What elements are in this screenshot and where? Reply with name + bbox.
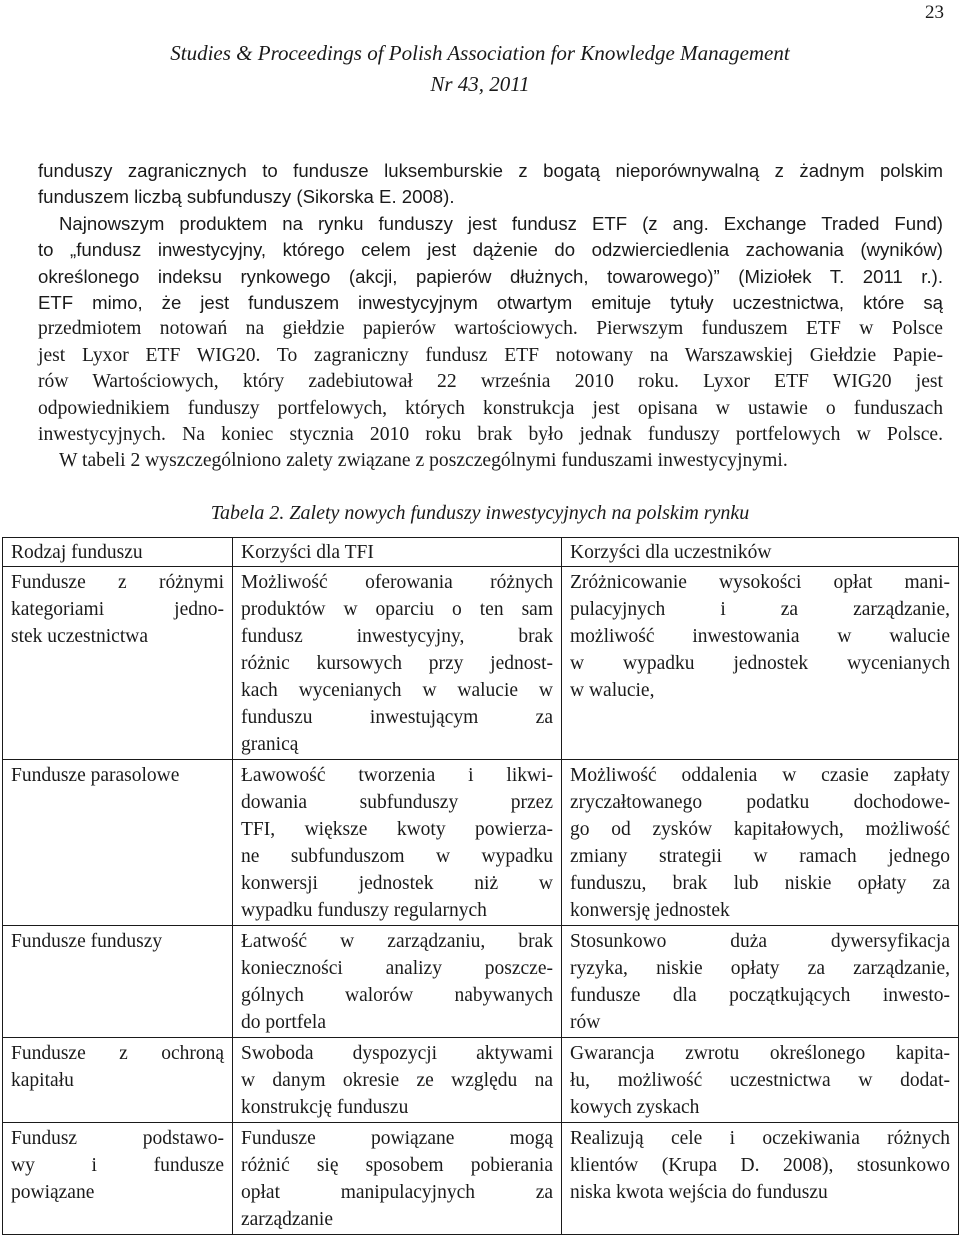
cell-line: kapitału (11, 1070, 74, 1091)
cell-line: TFI, większe kwoty powierza- (241, 819, 553, 840)
cell-line: Fundusze powiązane mogą (241, 1128, 553, 1149)
cell-line: Fundusze funduszy (11, 931, 163, 952)
cell-line: łu, możliwość uczestnictwa w dodat- (570, 1070, 950, 1091)
header-tfi-benefits: Korzyści dla TFI (233, 538, 562, 567)
table-row (3, 760, 959, 926)
cell-fund-type (3, 926, 233, 1038)
cell-line: pulacyjnych i za zarządzanie, (570, 599, 950, 620)
body-text (38, 158, 943, 475)
cell-line: Możliwość oddalenia w czasie zapłaty (570, 765, 950, 786)
cell-participant-benefits (562, 1123, 959, 1235)
cell-line: wy i fundusze (11, 1155, 224, 1176)
cell-line: kowych zyskach (570, 1097, 700, 1118)
cell-line: w danym okresie ze względu na (241, 1070, 553, 1091)
cell-tfi-benefits (233, 1123, 562, 1235)
page-number: 23 (925, 2, 944, 23)
cell-line: ryzyka, niskie opłaty za zarządzanie, (570, 958, 950, 979)
table-caption: Tabela 2. Zalety nowych funduszy inwestycyjnych na polskim rynku (210, 502, 750, 524)
body-line: W tabeli 2 wyszczególniono zalety związane z poszczególnymi funduszami inwestycyjnymi. (59, 450, 788, 472)
cell-line: do portfela (241, 1012, 327, 1033)
cell-line: konwersję jednostek (570, 900, 730, 921)
cell-participant-benefits (562, 1038, 959, 1123)
journal-header (0, 38, 960, 100)
cell-participant-benefits (562, 760, 959, 926)
cell-fund-type (3, 1123, 233, 1235)
cell-line: możliwość inwestowania w walucie (570, 626, 950, 647)
table-row (3, 567, 959, 760)
cell-line: Możliwość oferowania różnych (241, 572, 553, 593)
cell-line: fundusze dla początkujących inwesto- (570, 985, 950, 1006)
cell-line: zarządzanie (241, 1209, 333, 1230)
cell-line: Realizują cele i oczekiwania różnych (570, 1128, 950, 1149)
cell-line: w wypadku jednostek wycenianych (570, 653, 950, 674)
body-line: jest Lyxor ETF WIG20. To zagraniczny fundusz ETF notowany na Warszawskiej Giełdzie Papie- (38, 344, 943, 366)
cell-line: stek uczestnictwa (11, 626, 148, 647)
cell-line: Gwarancja zwrotu określonego kapita- (570, 1043, 950, 1064)
cell-tfi-benefits (233, 760, 562, 926)
cell-line: zryczałtowanego podatku dochodowe- (570, 792, 950, 813)
body-line: to „fundusz inwestycyjny, którego celem jest dążenie do odzwierciedlenia zachowania (wyników) (38, 239, 943, 261)
cell-line: Stosunkowo duża dywersyfikacja (570, 931, 950, 952)
body-line: rów Wartościowych, który zadebiutował 22 września 2010 roku. Lyxor ETF WIG20 jest (38, 371, 943, 393)
body-line: przedmiotem notowań na giełdzie papierów wartościowych. Pierwszym funduszem ETF w Polsce (38, 318, 943, 340)
cell-line: Fundusze z różnymi (11, 572, 224, 593)
cell-line: różnić się sposobem pobierania (241, 1155, 553, 1176)
cell-line: konwersji jednostek niż w (241, 873, 553, 894)
journal-title: Studies & Proceedings of Polish Association for Knowledge Management (170, 41, 790, 65)
cell-line: kategoriami jedno- (11, 599, 224, 620)
table-row (3, 1038, 959, 1123)
fund-advantages-table (2, 537, 959, 1235)
cell-line: opłat manipulacyjnych za (241, 1182, 553, 1203)
body-line: inwestycyjnych. Na koniec stycznia 2010 roku brak było jednak funduszy portfelowych w Polsce. (38, 424, 943, 446)
journal-issue: Nr 43, 2011 (430, 72, 530, 96)
cell-line: różnic kursowych przy jednost- (241, 653, 553, 674)
body-line: odpowiednikiem funduszy portfelowych, których konstrukcja jest opisana w ustawie o funduszach (38, 397, 943, 419)
header-fund-type: Rodzaj funduszu (3, 538, 233, 567)
cell-line: konieczności analizy poszcze- (241, 958, 553, 979)
cell-line: ne subfunduszom w wypadku (241, 846, 553, 867)
cell-line: konstrukcję funduszu (241, 1097, 409, 1118)
body-line: funduszem liczbą subfunduszy (Sikorska E. 2008). (38, 186, 455, 208)
cell-line: powiązane (11, 1182, 95, 1203)
cell-tfi-benefits (233, 567, 562, 760)
cell-line: niska kwota wejścia do funduszu (570, 1182, 828, 1203)
cell-line: Ławowość tworzenia i likwi- (241, 765, 553, 786)
cell-line: Fundusze z ochroną (11, 1043, 224, 1064)
cell-line: w walucie, (570, 680, 655, 701)
cell-line: wypadku funduszy regularnych (241, 900, 487, 921)
body-line: Najnowszym produktem na rynku funduszy jest fundusz ETF (z ang. Exchange Traded Fund) (59, 212, 943, 234)
cell-line: gólnych walorów nabywanych (241, 985, 553, 1006)
cell-line: rów (570, 1012, 601, 1033)
body-line: funduszy zagranicznych to fundusze luksemburskie z bogatą nieporównywalną z żadnym polskim (38, 160, 943, 181)
cell-line: Zróżnicowanie wysokości opłat mani- (570, 572, 950, 593)
cell-line: go od zysków kapitałowych, możliwość (570, 819, 950, 840)
body-line: określonego indeksu rynkowego (akcji, papierów dłużnych, towarowego)” (Miziołek T. 2011 r.). (38, 265, 943, 287)
cell-line: dowania subfunduszy przez (241, 792, 553, 813)
body-line: ETF mimo, że jest funduszem inwestycyjnym otwartym emituje tytuły uczestnictwa, które są (38, 292, 943, 314)
cell-participant-benefits (562, 567, 959, 760)
cell-line: zmiany strategii w ramach jednego (570, 846, 950, 867)
cell-tfi-benefits (233, 1038, 562, 1123)
cell-fund-type (3, 567, 233, 760)
cell-line: produktów w oparciu o ten sam (241, 599, 553, 620)
cell-line: funduszu, brak lub niskie opłaty za (570, 873, 950, 894)
cell-fund-type (3, 760, 233, 926)
cell-line: Fundusz podstawo- (11, 1128, 224, 1149)
cell-fund-type (3, 1038, 233, 1123)
table-row (3, 926, 959, 1038)
cell-line: granicą (241, 734, 299, 755)
cell-line: kach wycenianych w walucie w (241, 680, 553, 701)
header-participant-benefits: Korzyści dla uczestników (562, 538, 959, 567)
cell-line: funduszu inwestującym za (241, 707, 553, 728)
cell-line: Łatwość w zarządzaniu, brak (241, 931, 553, 952)
cell-line: Fundusze parasolowe (11, 765, 180, 786)
cell-participant-benefits (562, 926, 959, 1038)
cell-line: klientów (Krupa D. 2008), stosunkowo (570, 1155, 950, 1176)
table-row (3, 1123, 959, 1235)
cell-line: fundusz inwestycyjny, brak (241, 626, 553, 647)
cell-tfi-benefits (233, 926, 562, 1038)
table-header-row (3, 538, 959, 567)
table-body (3, 567, 959, 1235)
cell-line: Swoboda dyspozycji aktywami (241, 1043, 553, 1064)
